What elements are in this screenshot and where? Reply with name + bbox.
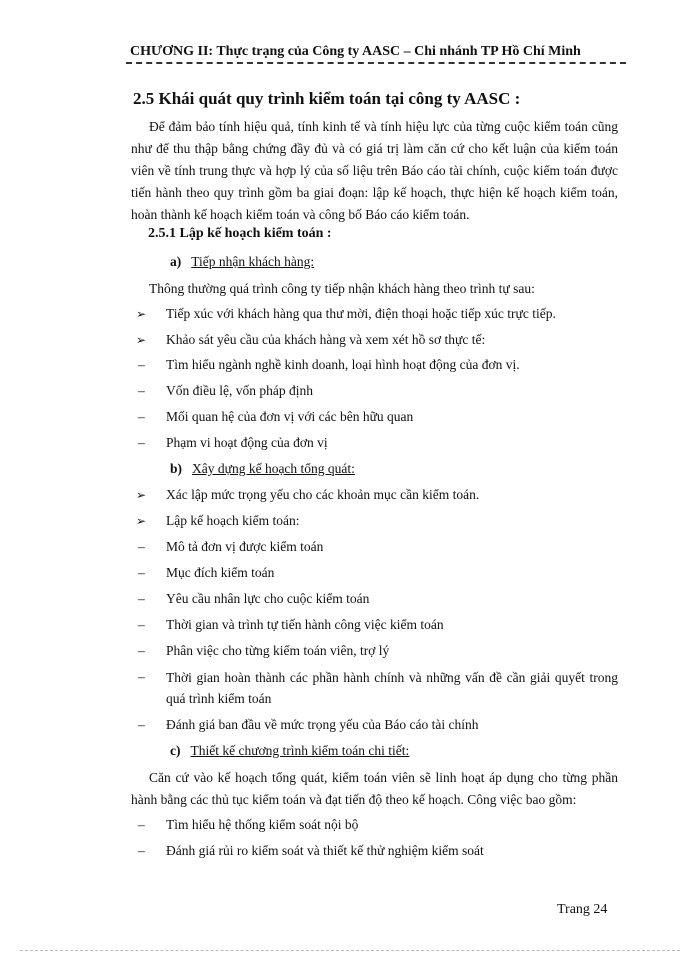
dash-bullet-icon: –: [138, 843, 145, 858]
list-item: Đánh giá ban đầu về mức trọng yếu của Báo cáo tài chính: [166, 717, 479, 732]
part-a-lead: Thông thường quá trình công ty tiếp nhận khách hàng theo trình tự sau:: [149, 281, 535, 296]
part-c-heading: [170, 743, 409, 759]
arrow-bullet-icon: ➢: [136, 514, 147, 528]
part-b-heading: [170, 461, 355, 477]
intro-paragraph: Để đảm bảo tính hiệu quả, tính kinh tế và tính hiệu lực của từng cuộc kiểm toán cũng như để thu thập bằng chứng đầy đủ và có giá trị làm căn cứ cho kết luận của kiểm toán viên về tính trung thực và hợp lý của số liệu trên Báo cáo tài chính, cuộc kiểm toán được tiến hành theo quy trình gồm ba giai đoạn: lập kế hoạch, thực hiện kế hoạch kiểm toán, hoàn thành kế hoạch kiểm toán và công bố Báo cáo kiểm toán.: [131, 119, 618, 222]
list-item: Tìm hiểu ngành nghề kinh doanh, loại hình hoạt động của đơn vị.: [166, 357, 520, 372]
page-bottom-divider: [20, 950, 680, 951]
part-a-letter: a): [170, 254, 182, 269]
list-item: Xác lập mức trọng yếu cho các khoản mục cần kiểm toán.: [166, 487, 480, 502]
list-item: Thời gian hoàn thành các phần hành chính và những vấn đề cần giải quyết trong quá trình kiểm toán: [166, 670, 618, 706]
part-b-title: Xây dựng kế hoạch tổng quát:: [192, 461, 355, 476]
dash-bullet-icon: –: [138, 409, 145, 424]
subsection-title: 2.5.1 Lập kế hoạch kiểm toán :: [148, 226, 332, 241]
list-item: Phân việc cho từng kiểm toán viên, trợ lý: [166, 643, 390, 658]
list-item: Tiếp xúc với khách hàng qua thư mời, điện thoại hoặc tiếp xúc trực tiếp.: [166, 306, 556, 321]
list-item: Yêu cầu nhân lực cho cuộc kiểm toán: [166, 591, 370, 606]
list-item: Mô tả đơn vị được kiểm toán: [166, 539, 324, 554]
arrow-bullet-icon: ➢: [136, 488, 147, 502]
part-c-lead: Căn cứ vào kế hoạch tổng quát, kiểm toán viên sẽ linh hoạt áp dụng cho từng phần hành bằng các thủ tục kiểm toán và đạt tiến độ theo kế hoạch. Công việc bao gồm:: [131, 770, 618, 807]
arrow-bullet-icon: ➢: [136, 307, 147, 321]
dash-bullet-icon: –: [138, 539, 145, 554]
dash-bullet-icon: –: [138, 817, 145, 832]
part-a-heading: [170, 254, 314, 270]
header-divider: [126, 62, 626, 64]
dash-bullet-icon: –: [138, 717, 145, 732]
dash-bullet-icon: –: [138, 357, 145, 372]
list-item: Mục đích kiểm toán: [166, 565, 275, 580]
list-item: Mối quan hệ của đơn vị với các bên hữu quan: [166, 409, 414, 424]
section-title: 2.5 Khái quát quy trình kiểm toán tại công ty AASC :: [133, 89, 521, 108]
part-c-letter: c): [170, 743, 181, 758]
part-b-letter: b): [170, 461, 183, 476]
list-item: Khảo sát yêu cầu của khách hàng và xem xét hồ sơ thực tế:: [166, 332, 486, 347]
page-header: CHƯƠNG II: Thực trạng của Công ty AASC – Chi nhánh TP Hồ Chí Minh: [130, 44, 581, 59]
list-item: Tìm hiểu hệ thống kiểm soát nội bộ: [166, 817, 359, 832]
list-item: Đánh giá rủi ro kiểm soát và thiết kế thử nghiệm kiểm soát: [166, 843, 484, 858]
dash-bullet-icon: –: [138, 617, 145, 632]
dash-bullet-icon: –: [138, 591, 145, 606]
dash-bullet-icon: –: [138, 383, 145, 398]
arrow-bullet-icon: ➢: [136, 333, 147, 347]
dash-bullet-icon: –: [138, 435, 145, 450]
part-a-title: Tiếp nhận khách hàng:: [191, 254, 315, 269]
list-item: Lập kế hoạch kiểm toán:: [166, 513, 300, 528]
dash-bullet-icon: –: [138, 565, 145, 580]
list-item: Phạm vi hoạt động của đơn vị: [166, 435, 328, 450]
dash-bullet-icon: –: [138, 669, 145, 684]
dash-bullet-icon: –: [138, 643, 145, 658]
list-item: Thời gian và trình tự tiến hành công việc kiểm toán: [166, 617, 444, 632]
list-item: Vốn điều lệ, vốn pháp định: [166, 383, 313, 398]
part-c-title: Thiết kế chương trình kiểm toán chi tiết:: [190, 743, 410, 758]
page-number: Trang 24: [557, 902, 608, 917]
